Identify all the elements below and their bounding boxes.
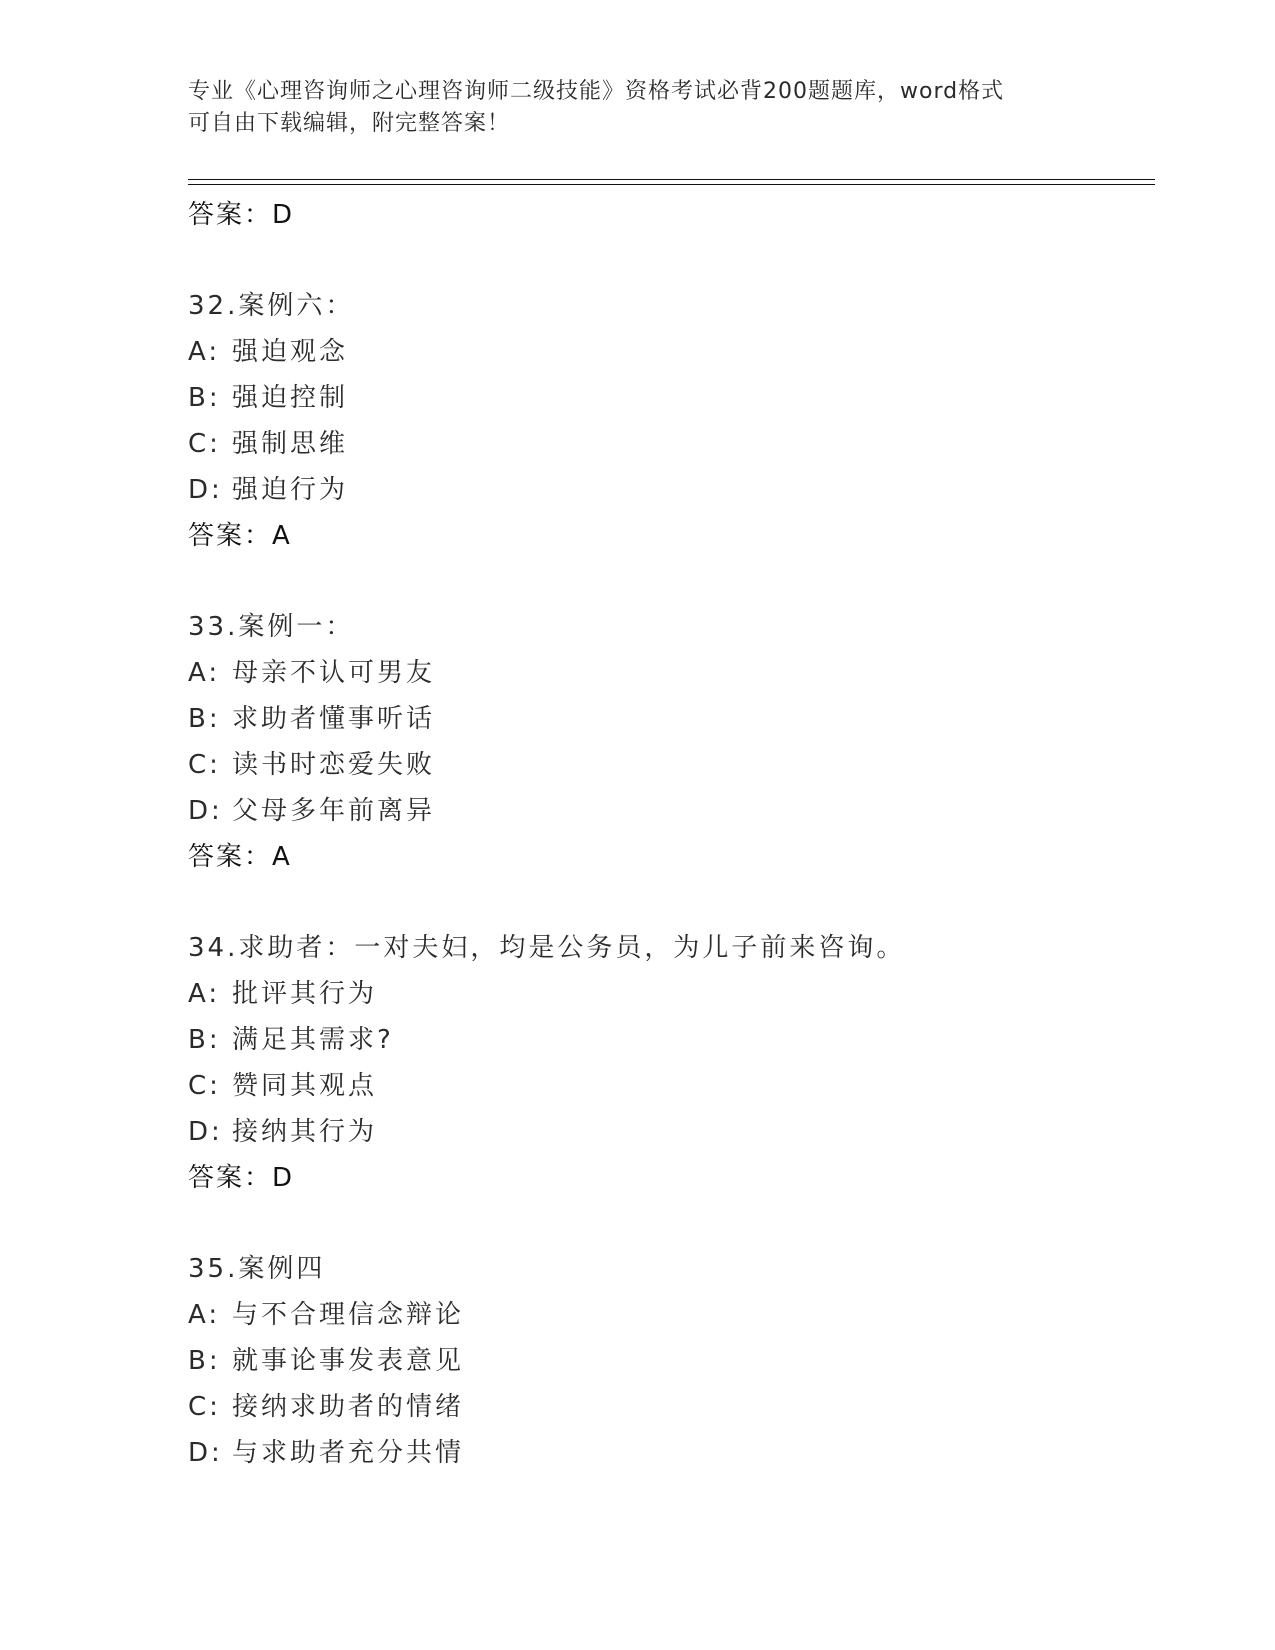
- question-block: [188, 1246, 1148, 1476]
- option-letter: B:: [188, 383, 221, 413]
- option-c: [188, 1063, 1148, 1109]
- option-letter: A:: [188, 337, 221, 367]
- document-header: [188, 76, 1088, 140]
- option-letter: A:: [188, 979, 221, 1009]
- option-text: 赞同其观点: [232, 1071, 378, 1101]
- question-title: 33.案例一：: [188, 612, 355, 642]
- option-text: 与求助者充分共情: [232, 1438, 465, 1468]
- option-text: 母亲不认可男友: [232, 658, 436, 688]
- option-d: [188, 1109, 1148, 1155]
- header-line-1: 专业《心理咨询师之心理咨询师二级技能》资格考试必背200题题库，word格式: [188, 79, 1005, 104]
- option-letter: D:: [188, 475, 223, 505]
- option-d: [188, 467, 1148, 513]
- option-a: [188, 1292, 1148, 1338]
- header-rule-top: [188, 179, 1155, 180]
- question-list: [188, 192, 1148, 1476]
- option-letter: D:: [188, 796, 223, 826]
- question-block: [188, 604, 1148, 880]
- option-a: [188, 971, 1148, 1017]
- option-letter: D:: [188, 1117, 223, 1147]
- option-letter: A:: [188, 1300, 221, 1330]
- option-text: 求助者懂事听话: [232, 704, 436, 734]
- question-title: 32.案例六：: [188, 291, 355, 321]
- option-letter: C:: [188, 1392, 221, 1422]
- header-rule-bottom: [188, 184, 1155, 185]
- option-text: 接纳其行为: [232, 1117, 378, 1147]
- option-letter: A:: [188, 658, 221, 688]
- option-text: 批评其行为: [232, 979, 378, 1009]
- option-text: 强制思维: [232, 429, 349, 459]
- option-letter: D:: [188, 1438, 223, 1468]
- previous-answer: 答案：D: [188, 200, 295, 230]
- option-text: 与不合理信念辩论: [232, 1300, 465, 1330]
- option-d: [188, 1430, 1148, 1476]
- option-text: 读书时恋爱失败: [232, 750, 436, 780]
- option-text: 强迫控制: [232, 383, 349, 413]
- option-letter: B:: [188, 1025, 221, 1055]
- question-title: 35.案例四: [188, 1254, 326, 1284]
- answer-line: 答案：A: [188, 842, 292, 872]
- option-c: [188, 1384, 1148, 1430]
- option-text: 强迫观念: [232, 337, 349, 367]
- option-text: 满足其需求?: [232, 1025, 394, 1055]
- option-letter: B:: [188, 704, 221, 734]
- option-a: [188, 650, 1148, 696]
- question-block: [188, 925, 1148, 1201]
- option-b: [188, 696, 1148, 742]
- header-line-2: 可自由下载编辑，附完整答案！: [188, 111, 511, 136]
- option-b: [188, 375, 1148, 421]
- option-c: [188, 742, 1148, 788]
- option-b: [188, 1338, 1148, 1384]
- option-a: [188, 329, 1148, 375]
- option-text: 接纳求助者的情绪: [232, 1392, 465, 1422]
- option-d: [188, 788, 1148, 834]
- option-letter: C:: [188, 750, 221, 780]
- option-letter: B:: [188, 1346, 221, 1376]
- question-block: [188, 283, 1148, 559]
- option-b: [188, 1017, 1148, 1063]
- option-letter: C:: [188, 429, 221, 459]
- answer-line: 答案：A: [188, 521, 292, 551]
- option-letter: C:: [188, 1071, 221, 1101]
- option-c: [188, 421, 1148, 467]
- question-title: 34.求助者：一对夫妇，均是公务员，为儿子前来咨询。: [188, 933, 906, 963]
- answer-line: 答案：D: [188, 1163, 295, 1193]
- option-text: 强迫行为: [232, 475, 349, 505]
- option-text: 父母多年前离异: [232, 796, 436, 826]
- option-text: 就事论事发表意见: [232, 1346, 465, 1376]
